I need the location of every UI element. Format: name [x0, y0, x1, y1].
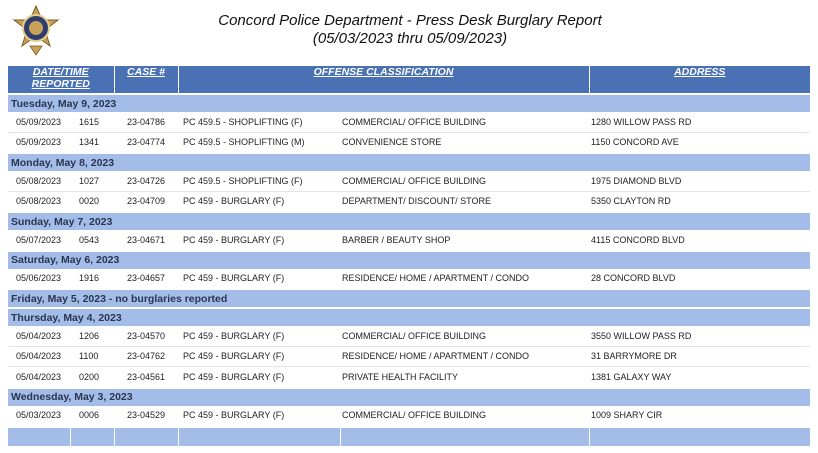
column-header-date-time-line1: DATE/TIME — [32, 66, 89, 78]
premise-cell: PRIVATE HEALTH FACILITY — [340, 367, 589, 388]
address-cell: 1150 CONCORD AVE — [589, 132, 810, 153]
address-cell: 1381 GALAXY WAY — [589, 367, 810, 388]
date-group-label: Tuesday, May 9, 2023 — [8, 94, 810, 112]
footer-cell — [178, 427, 340, 447]
address-cell: 1009 SHARY CIR — [589, 406, 810, 427]
case-number-cell: 23-04561 — [114, 367, 178, 388]
date-group-heading — [8, 388, 810, 406]
table-row — [8, 346, 810, 367]
premise-cell: DEPARTMENT/ DISCOUNT/ STORE — [340, 191, 589, 212]
footer-cell — [114, 427, 178, 447]
date-group-label: Sunday, May 7, 2023 — [8, 212, 810, 230]
column-header-address: ADDRESS — [589, 66, 810, 94]
table-row — [8, 269, 810, 290]
offense-cell: PC 459.5 - SHOPLIFTING (F) — [178, 112, 340, 132]
date-cell: 05/07/2023 — [8, 230, 70, 251]
report-date-range: (05/03/2023 thru 05/09/2023) — [312, 30, 508, 47]
table-row — [8, 171, 810, 191]
case-number-cell: 23-04709 — [114, 191, 178, 212]
column-header-date-time — [8, 66, 114, 94]
burglary-report-table — [8, 66, 810, 446]
offense-cell: PC 459 - BURGLARY (F) — [178, 269, 340, 290]
table-header-row — [8, 66, 810, 94]
time-cell: 1341 — [70, 132, 114, 153]
table-row — [8, 132, 810, 153]
date-cell: 05/08/2023 — [8, 171, 70, 191]
report-title: Concord Police Department - Press Desk Burglary Report — [218, 12, 602, 29]
table-row — [8, 112, 810, 132]
column-header-offense: OFFENSE CLASSIFICATION — [178, 66, 589, 94]
column-header-case: CASE # — [114, 66, 178, 94]
date-cell: 05/06/2023 — [8, 269, 70, 290]
date-cell: 05/04/2023 — [8, 326, 70, 346]
time-cell: 1100 — [70, 346, 114, 367]
offense-cell: PC 459.5 - SHOPLIFTING (M) — [178, 132, 340, 153]
address-cell: 3550 WILLOW PASS RD — [589, 326, 810, 346]
date-group-heading — [8, 212, 810, 230]
case-number-cell: 23-04529 — [114, 406, 178, 427]
footer-cell — [8, 427, 70, 447]
date-group-label: Saturday, May 6, 2023 — [8, 251, 810, 269]
date-group-label: Thursday, May 4, 2023 — [8, 308, 810, 326]
case-number-cell: 23-04762 — [114, 346, 178, 367]
date-group-heading — [8, 308, 810, 326]
case-number-cell: 23-04671 — [114, 230, 178, 251]
table-row — [8, 367, 810, 388]
time-cell: 0020 — [70, 191, 114, 212]
address-cell: 5350 CLAYTON RD — [589, 191, 810, 212]
premise-cell: CONVENIENCE STORE — [340, 132, 589, 153]
date-cell: 05/09/2023 — [8, 112, 70, 132]
table-footer-row — [8, 427, 810, 447]
offense-cell: PC 459 - BURGLARY (F) — [178, 191, 340, 212]
date-group-heading — [8, 94, 810, 112]
case-number-cell: 23-04570 — [114, 326, 178, 346]
premise-cell: COMMERCIAL/ OFFICE BUILDING — [340, 406, 589, 427]
table-row — [8, 230, 810, 251]
footer-cell — [340, 427, 589, 447]
date-cell: 05/08/2023 — [8, 191, 70, 212]
date-group-label: Friday, May 5, 2023 - no burglaries reported — [8, 289, 810, 308]
date-group-heading — [8, 153, 810, 171]
offense-cell: PC 459 - BURGLARY (F) — [178, 326, 340, 346]
date-group-heading — [8, 251, 810, 269]
date-cell: 05/03/2023 — [8, 406, 70, 427]
footer-cell — [589, 427, 810, 447]
date-cell: 05/04/2023 — [8, 367, 70, 388]
offense-cell: PC 459 - BURGLARY (F) — [178, 406, 340, 427]
address-cell: 1975 DIAMOND BLVD — [589, 171, 810, 191]
date-group-label: Monday, May 8, 2023 — [8, 153, 810, 171]
time-cell: 0006 — [70, 406, 114, 427]
premise-cell: RESIDENCE/ HOME / APARTMENT / CONDO — [340, 269, 589, 290]
date-group-heading — [8, 289, 810, 308]
premise-cell: RESIDENCE/ HOME / APARTMENT / CONDO — [340, 346, 589, 367]
table-row — [8, 406, 810, 427]
premise-cell: BARBER / BEAUTY SHOP — [340, 230, 589, 251]
date-cell: 05/04/2023 — [8, 346, 70, 367]
time-cell: 1615 — [70, 112, 114, 132]
time-cell: 1206 — [70, 326, 114, 346]
time-cell: 0543 — [70, 230, 114, 251]
address-cell: 4115 CONCORD BLVD — [589, 230, 810, 251]
address-cell: 31 BARRYMORE DR — [589, 346, 810, 367]
case-number-cell: 23-04786 — [114, 112, 178, 132]
premise-cell: COMMERCIAL/ OFFICE BUILDING — [340, 112, 589, 132]
offense-cell: PC 459.5 - SHOPLIFTING (F) — [178, 171, 340, 191]
table-row — [8, 191, 810, 212]
table-row — [8, 326, 810, 346]
premise-cell: COMMERCIAL/ OFFICE BUILDING — [340, 171, 589, 191]
premise-cell: COMMERCIAL/ OFFICE BUILDING — [340, 326, 589, 346]
report-header — [0, 12, 818, 48]
address-cell: 1280 WILLOW PASS RD — [589, 112, 810, 132]
case-number-cell: 23-04657 — [114, 269, 178, 290]
column-header-date-time-line2: REPORTED — [31, 78, 90, 90]
case-number-cell: 23-04726 — [114, 171, 178, 191]
footer-cell — [70, 427, 114, 447]
report-body — [8, 94, 810, 427]
time-cell: 1027 — [70, 171, 114, 191]
offense-cell: PC 459 - BURGLARY (F) — [178, 367, 340, 388]
offense-cell: PC 459 - BURGLARY (F) — [178, 230, 340, 251]
case-number-cell: 23-04774 — [114, 132, 178, 153]
date-cell: 05/09/2023 — [8, 132, 70, 153]
offense-cell: PC 459 - BURGLARY (F) — [178, 346, 340, 367]
time-cell: 0200 — [70, 367, 114, 388]
time-cell: 1916 — [70, 269, 114, 290]
address-cell: 28 CONCORD BLVD — [589, 269, 810, 290]
date-group-label: Wednesday, May 3, 2023 — [8, 388, 810, 406]
